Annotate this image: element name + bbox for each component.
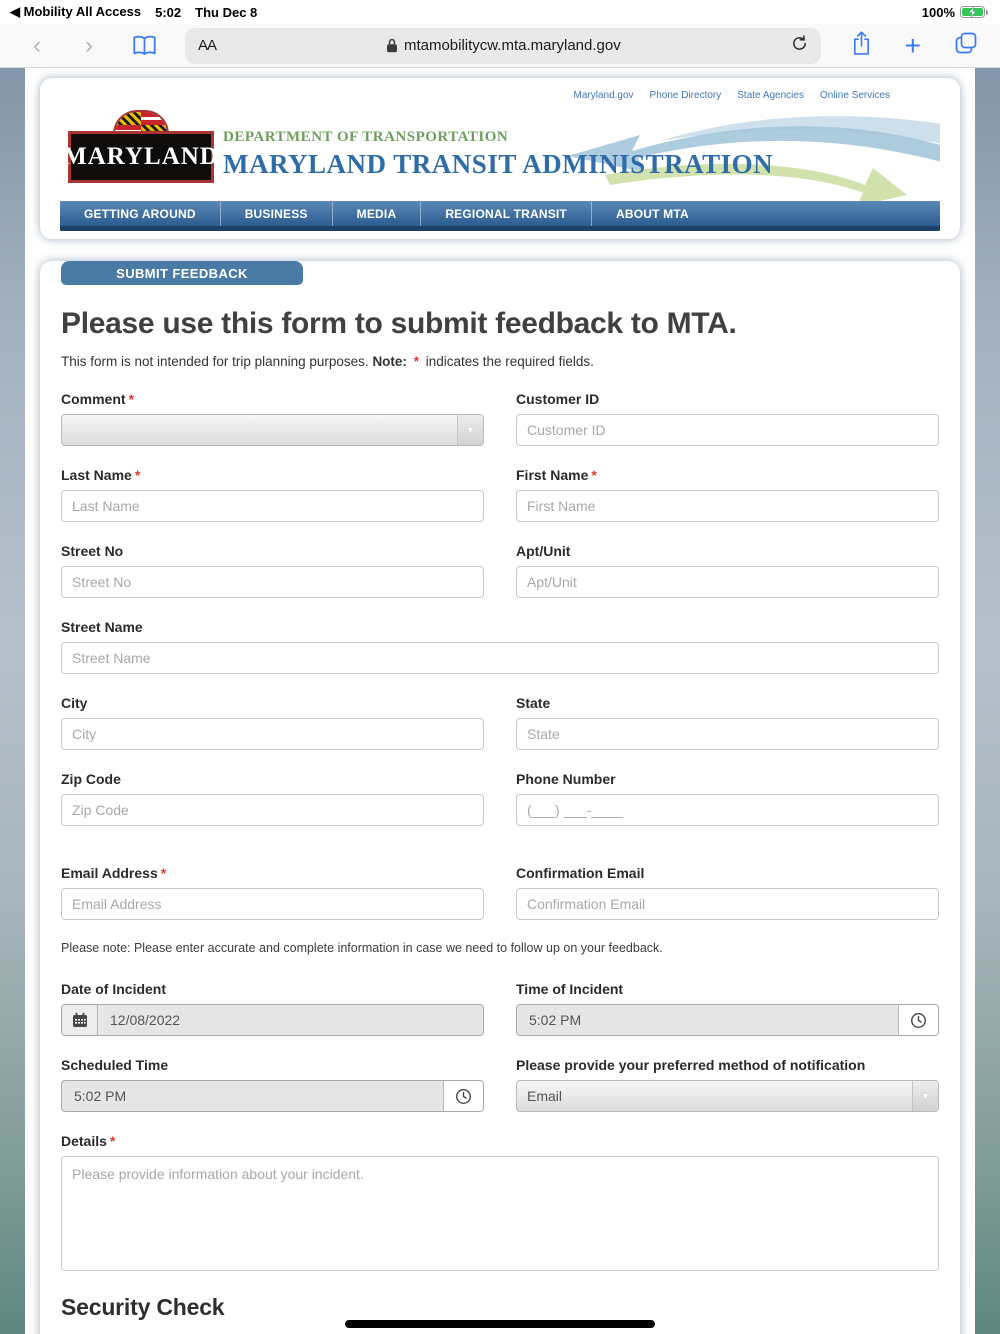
link-maryland-gov[interactable]: Maryland.gov bbox=[573, 90, 634, 101]
status-bar bbox=[0, 0, 1000, 24]
link-phone-directory[interactable]: Phone Directory bbox=[649, 90, 722, 101]
nav-about-mta[interactable]: ABOUT MTA bbox=[615, 206, 689, 221]
clock-icon bbox=[898, 1005, 938, 1035]
privacy-note: Please note: Please enter accurate and complete information in case we need to follow up on your feedback. bbox=[61, 941, 663, 955]
url-text: mtamobilitycw.mta.maryland.gov bbox=[403, 37, 621, 54]
reload-icon bbox=[791, 35, 808, 52]
calendar-icon bbox=[62, 1005, 98, 1035]
link-online-services[interactable]: Online Services bbox=[819, 90, 890, 101]
confirmation-email-label: Confirmation Email bbox=[516, 865, 645, 881]
battery-percent: 100% bbox=[921, 4, 955, 20]
browser-toolbar bbox=[0, 24, 1000, 68]
reader-aa-button[interactable]: AA bbox=[198, 37, 217, 54]
phone-number-label: Phone Number bbox=[516, 771, 616, 787]
date-of-incident-input[interactable] bbox=[61, 1004, 484, 1036]
lock-icon bbox=[386, 38, 398, 53]
first-name-label: First Name * bbox=[516, 467, 597, 483]
confirmation-email-input[interactable] bbox=[516, 888, 939, 920]
forward-button[interactable]: › bbox=[85, 31, 93, 59]
department-title: DEPARTMENT OF TRANSPORTATION bbox=[223, 129, 509, 145]
maryland-logo[interactable] bbox=[63, 131, 219, 183]
email-address-input[interactable] bbox=[61, 888, 484, 920]
nav-regional-transit[interactable]: REGIONAL TRANSIT bbox=[421, 201, 592, 226]
nav-business[interactable]: BUSINESS bbox=[221, 201, 333, 226]
new-tab-button[interactable]: + bbox=[904, 29, 921, 61]
scheduled-time-value: 5:02 PM bbox=[74, 1088, 127, 1104]
street-name-label: Street Name bbox=[61, 619, 143, 635]
tab-submit-feedback[interactable] bbox=[61, 261, 303, 285]
last-name-input[interactable] bbox=[61, 490, 484, 522]
city-label: City bbox=[61, 695, 88, 711]
address-bar[interactable] bbox=[185, 28, 821, 64]
tab-submit-feedback-label: SUBMIT FEEDBACK bbox=[116, 265, 248, 281]
book-icon bbox=[132, 35, 157, 56]
share-button[interactable] bbox=[851, 30, 872, 61]
scheduled-time-label: Scheduled Time bbox=[61, 1057, 169, 1073]
date-of-incident-value: 12/08/2022 bbox=[110, 1012, 181, 1028]
customer-id-input[interactable] bbox=[516, 414, 939, 446]
first-name-input[interactable] bbox=[516, 490, 939, 522]
notification-method-label: Please provide your preferred method of notification bbox=[516, 1057, 866, 1073]
maryland-logo-text: MARYLAND bbox=[63, 143, 219, 170]
form-intro: This form is not intended for trip planning purposes. Note: * indicates the required fields. bbox=[61, 354, 594, 369]
street-no-input[interactable] bbox=[61, 566, 484, 598]
chevron-down-icon: ▼ bbox=[457, 415, 483, 445]
return-to-app-button[interactable]: ◀ Mobility All Access bbox=[10, 4, 142, 19]
site-header bbox=[40, 78, 960, 239]
share-icon bbox=[851, 30, 872, 56]
link-state-agencies[interactable]: State Agencies bbox=[737, 90, 804, 101]
time-of-incident-value: 5:02 PM bbox=[529, 1012, 582, 1028]
apt-unit-input[interactable] bbox=[516, 566, 939, 598]
customer-id-label: Customer ID bbox=[516, 391, 600, 407]
city-input[interactable] bbox=[61, 718, 484, 750]
page-background bbox=[0, 68, 1000, 1334]
clock-icon bbox=[443, 1081, 483, 1111]
agency-title: MARYLAND TRANSIT ADMINISTRATION bbox=[223, 149, 774, 179]
security-check-heading: Security Check bbox=[61, 1294, 225, 1320]
header-banner bbox=[60, 105, 940, 201]
street-no-label: Street No bbox=[61, 543, 124, 559]
clock-time: 5:02 bbox=[155, 4, 182, 20]
bookmarks-button[interactable] bbox=[132, 35, 157, 56]
phone-number-input[interactable] bbox=[516, 794, 939, 826]
details-textarea[interactable] bbox=[61, 1156, 939, 1271]
home-indicator[interactable] bbox=[345, 1320, 655, 1328]
battery-icon bbox=[960, 6, 988, 18]
details-label: Details * bbox=[61, 1133, 116, 1149]
zip-code-label: Zip Code bbox=[61, 771, 121, 787]
status-date: Thu Dec 8 bbox=[195, 4, 258, 20]
zip-code-input[interactable] bbox=[61, 794, 484, 826]
page-content bbox=[25, 68, 975, 1334]
tabs-button[interactable] bbox=[954, 31, 978, 60]
notification-method-select[interactable]: Email ▼ bbox=[516, 1080, 939, 1112]
comment-label: Comment * bbox=[61, 391, 135, 407]
scheduled-time-input[interactable] bbox=[61, 1080, 484, 1112]
email-address-label: Email Address * bbox=[61, 865, 167, 881]
state-input[interactable] bbox=[516, 718, 939, 750]
tabs-icon bbox=[954, 31, 978, 55]
time-of-incident-input[interactable] bbox=[516, 1004, 939, 1036]
comment-select[interactable] bbox=[61, 414, 484, 446]
utility-links bbox=[60, 84, 940, 105]
time-of-incident-label: Time of Incident bbox=[516, 981, 624, 997]
state-label: State bbox=[516, 695, 551, 711]
chevron-down-icon: ▼ bbox=[912, 1081, 938, 1111]
back-button[interactable]: ‹ bbox=[33, 31, 41, 59]
last-name-label: Last Name * bbox=[61, 467, 141, 483]
apt-unit-label: Apt/Unit bbox=[516, 543, 571, 559]
reload-button[interactable] bbox=[791, 35, 808, 57]
date-of-incident-label: Date of Incident bbox=[61, 981, 167, 997]
page-title: Please use this form to submit feedback to MTA. bbox=[61, 307, 737, 340]
nav-getting-around[interactable]: GETTING AROUND bbox=[60, 201, 221, 226]
feedback-form bbox=[40, 261, 960, 1334]
main-nav bbox=[60, 201, 940, 231]
nav-media[interactable]: MEDIA bbox=[333, 201, 422, 226]
street-name-input[interactable] bbox=[61, 642, 939, 674]
